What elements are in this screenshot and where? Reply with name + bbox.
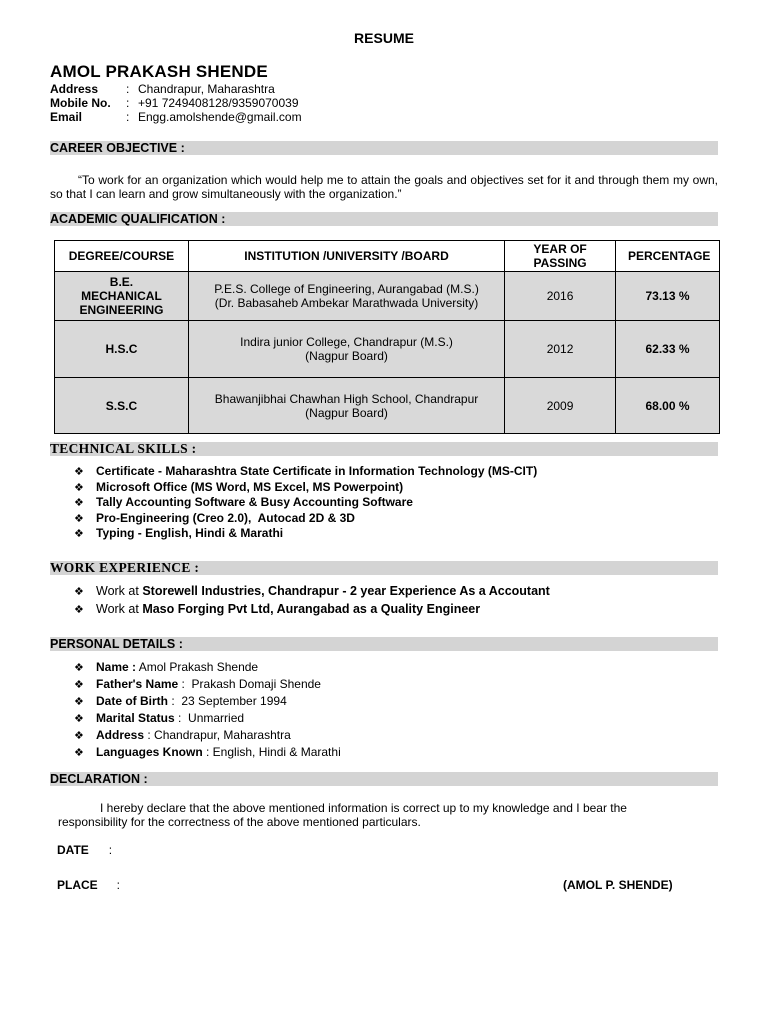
cell-institution — [188, 272, 504, 321]
institution-line: P.E.S. College of Engineering, Aurangabad (M.S.) — [214, 282, 479, 296]
institution-line: (Nagpur Board) — [305, 349, 388, 363]
career-objective-text: “To work for an organization which would help me to attain the goals and objectives set for it and through them my own, so that I can learn and grow simultaneously with the organization.” — [50, 173, 718, 201]
technical-skills-list — [74, 464, 537, 542]
skill-text: Typing - English, Hindi & Marathi — [96, 526, 284, 540]
detail-label: Father's Name — [96, 677, 179, 691]
detail-value: : English, Hindi & Marathi — [202, 745, 341, 759]
date-row — [57, 843, 112, 857]
degree-text: B.E. MECHANICAL ENGINEERING — [79, 275, 164, 317]
detail-label: Date of Birth — [96, 694, 168, 708]
work-detail: Maso Forging Pvt Ltd, Aurangabad as a Quality Engineer — [142, 602, 481, 616]
detail-value: : 23 September 1994 — [168, 694, 287, 708]
diamond-bullet-icon: ❖ — [74, 512, 84, 525]
work-detail: Storewell Industries, Chandrapur - 2 year Experience As a Accoutant — [142, 584, 550, 598]
header-degree: DEGREE/COURSE — [55, 241, 189, 272]
institution-line: Indira junior College, Chandrapur (M.S.) — [240, 335, 453, 349]
diamond-bullet-icon: ❖ — [74, 528, 84, 540]
contact-label: Mobile No. — [50, 96, 111, 110]
contact-label: Email — [50, 110, 83, 124]
section-declaration: DECLARATION : — [50, 772, 718, 786]
contact-label: Address — [50, 82, 99, 96]
diamond-bullet-icon: ❖ — [74, 481, 84, 494]
contact-separator: : — [126, 82, 130, 96]
list-item — [74, 464, 537, 480]
table-row — [55, 378, 720, 434]
skill-text: Certificate - Maharashtra State Certificate in Information Technology ( — [96, 464, 492, 478]
diamond-bullet-icon: ❖ — [74, 679, 84, 691]
diamond-bullet-icon: ❖ — [74, 696, 84, 708]
cell-percentage: 73.13 % — [615, 272, 719, 321]
detail-value: : Prakash Domaji Shende — [178, 677, 321, 691]
contact-address — [50, 82, 275, 96]
table-row — [55, 321, 720, 378]
contact-mobile — [50, 96, 299, 110]
contact-value: Chandrapur, Maharashtra — [138, 82, 275, 96]
skill-text: Tally Accounting Software & Busy Accounting Software — [96, 495, 413, 509]
list-item — [74, 480, 537, 496]
diamond-bullet-icon: ❖ — [74, 713, 84, 725]
contact-value: Engg.amolshende@gmail.com — [138, 110, 302, 124]
candidate-name: AMOL PRAKASH SHENDE — [50, 62, 268, 81]
list-item — [74, 676, 341, 693]
list-item — [74, 495, 537, 511]
list-item — [74, 659, 341, 676]
header-percentage-text: PERCENTAGE — [627, 249, 711, 263]
list-item — [74, 601, 550, 619]
header-year — [505, 241, 616, 272]
date-label: DATE — [57, 843, 89, 857]
document-title: RESUME — [354, 30, 414, 46]
list-item — [74, 511, 537, 527]
detail-label: Address — [96, 728, 145, 742]
table-row — [55, 272, 720, 321]
cell-year: 2012 — [505, 321, 616, 378]
cell-institution — [188, 321, 504, 378]
cell-degree — [55, 272, 189, 321]
diamond-bullet-icon: ❖ — [74, 730, 84, 742]
skill-abbr: MS-CIT — [491, 464, 534, 478]
declaration-text: I hereby declare that the above mentioned information is correct up to my knowledge and I bear the responsibility for the correctness of the above mentioned particulars. — [58, 801, 627, 829]
detail-label: Name : — [96, 660, 137, 674]
cell-percentage: 68.00 % — [615, 378, 719, 434]
diamond-bullet-icon: ❖ — [74, 466, 84, 478]
cell-percentage: 62.33 % — [615, 321, 719, 378]
institution-line: (Dr. Babasaheb Ambekar Marathwada University) — [214, 296, 479, 310]
skill-end: ) — [533, 464, 538, 478]
header-institution: INSTITUTION /UNIVERSITY /BOARD — [188, 241, 504, 272]
work-experience-list — [74, 583, 550, 619]
skill-text: Microsoft Office (MS Word, MS Excel, MS Powerpoint) — [96, 479, 404, 494]
institution-line: Bhawanjibhai Chawhan High School, Chandrapur — [214, 391, 479, 406]
place-separator: : — [116, 878, 121, 892]
section-academic-qualification: ACADEMIC QUALIFICATION : — [50, 212, 718, 226]
work-prefix: Work at — [96, 602, 143, 616]
section-technical-skills: TECHNICAL SKILLS : — [50, 442, 718, 456]
section-work-experience: WORK EXPERIENCE : — [50, 561, 718, 575]
detail-label: Languages Known — [96, 745, 203, 759]
detail-value: : Chandrapur, Maharashtra — [144, 728, 291, 742]
diamond-bullet-icon: ❖ — [74, 497, 84, 509]
cell-year: 2009 — [505, 378, 616, 434]
list-item — [74, 526, 537, 542]
contact-value: +91 7249408128/9359070039 — [138, 96, 299, 110]
cell-degree: H.S.C — [55, 321, 189, 378]
detail-value: : Unmarried — [174, 711, 245, 725]
list-item — [74, 693, 341, 710]
place-row — [57, 878, 120, 892]
institution-line: (Nagpur Board) — [305, 405, 388, 420]
date-separator: : — [108, 843, 113, 857]
table-header-row — [55, 241, 720, 272]
work-prefix: Work at — [96, 584, 143, 598]
list-item — [74, 727, 341, 744]
skill-text: Pro-Engineering (Creo 2.0), Autocad 2D & 3D — [96, 510, 355, 525]
cell-degree: S.S.C — [55, 378, 189, 434]
diamond-bullet-icon: ❖ — [74, 662, 84, 674]
detail-value: Amol Prakash Shende — [136, 660, 259, 674]
list-item — [74, 583, 550, 601]
list-item — [74, 710, 341, 727]
cell-institution — [188, 378, 504, 434]
header-year-text: YEAR OF PASSING — [533, 242, 587, 270]
place-label: PLACE — [57, 878, 98, 892]
contact-email — [50, 110, 302, 124]
contact-separator: : — [126, 96, 130, 110]
cell-year: 2016 — [505, 272, 616, 321]
header-percentage — [615, 241, 719, 272]
list-item — [74, 744, 341, 761]
detail-label: Marital Status — [96, 711, 175, 725]
signature-name: (AMOL P. SHENDE) — [563, 878, 673, 892]
personal-details-list — [74, 659, 341, 761]
section-personal-details: PERSONAL DETAILS : — [50, 637, 718, 651]
academic-table — [54, 240, 720, 434]
contact-separator: : — [126, 110, 130, 124]
diamond-bullet-icon: ❖ — [74, 586, 84, 598]
diamond-bullet-icon: ❖ — [74, 604, 84, 616]
section-career-objective: CAREER OBJECTIVE : — [50, 141, 718, 155]
diamond-bullet-icon: ❖ — [74, 747, 84, 759]
